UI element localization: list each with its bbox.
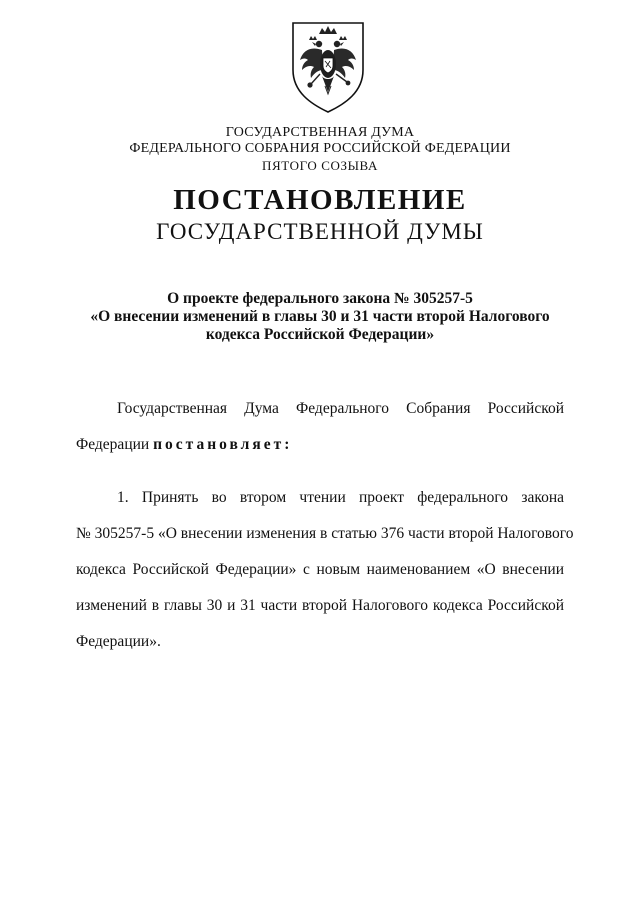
header-line-duma: ГОСУДАРСТВЕННАЯ ДУМА [225,125,415,140]
item1-line-4: изменений в главы 30 и 31 части второй Налогового кодекса Российской [76,597,564,614]
document-subtitle: ГОСУДАРСТВЕННОЙ ДУМЫ [156,219,484,244]
item1-line-2: № 305257-5 «О внесении изменения в статью 376 части второй Налогового [76,525,574,542]
preamble-text: Федерации [76,436,154,453]
document-title: ПОСТАНОВЛЕНИЕ [173,184,467,216]
header-line-convocation: ПЯТОГО СОЗЫВА [262,158,378,173]
item1-line-3: кодекса Российской Федерации» с новым наименованием «О внесении [76,561,564,578]
subject-line-2: «О внесении изменений в главы 30 и 31 части второй Налогового [90,308,550,325]
item1-line-5: Федерации». [76,633,161,650]
subject-line-1: О проекте федерального закона № 305257-5 [167,290,473,307]
item1-line-1: 1. Принять во втором чтении проект федерального закона [117,489,564,506]
coat-of-arms-emblem [289,20,367,114]
subject-line-3: кодекса Российской Федерации» [205,326,435,343]
resolution-verb: постановляет: [153,436,293,453]
header-line-federal-assembly: ФЕДЕРАЛЬНОГО СОБРАНИЯ РОССИЙСКОЙ ФЕДЕРАЦИИ [129,141,511,156]
preamble-line-2 [76,436,564,454]
preamble-line-1: Государственная Дума Федерального Собрания Российской [117,400,564,417]
